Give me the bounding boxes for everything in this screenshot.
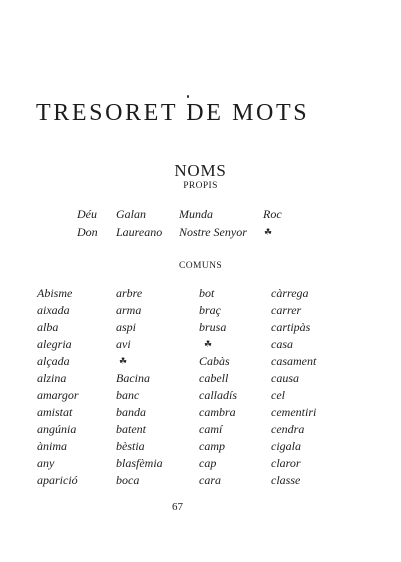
word: Roc <box>263 207 282 221</box>
word: cambra <box>199 405 236 419</box>
word: cartipàs <box>271 320 311 334</box>
word: casament <box>271 354 317 368</box>
word: cabell <box>199 371 229 385</box>
word: Laureano <box>116 225 163 239</box>
word: cap <box>199 456 217 470</box>
word: cendra <box>271 422 305 436</box>
word: cigala <box>271 439 301 453</box>
word: blasfèmia <box>116 456 163 470</box>
word: bèstia <box>116 439 145 453</box>
word: Nostre Senyor <box>179 225 247 239</box>
ink-speck <box>187 95 189 98</box>
word: aparició <box>37 473 78 487</box>
word: Bacina <box>116 371 150 385</box>
word: aixada <box>37 303 70 317</box>
ornament-icon: ☘ <box>204 339 213 349</box>
word: amargor <box>37 388 79 402</box>
word: classe <box>271 473 301 487</box>
word: Déu <box>77 207 97 221</box>
word: càrrega <box>271 286 309 300</box>
word: Munda <box>179 207 213 221</box>
word: alzina <box>37 371 67 385</box>
word: causa <box>271 371 299 385</box>
word: cel <box>271 388 285 402</box>
word: Cabàs <box>199 354 230 368</box>
ornament-icon: ☘ <box>119 356 128 366</box>
word: bot <box>199 286 215 300</box>
word: angúnia <box>37 422 77 436</box>
word: camp <box>199 439 225 453</box>
word: brusa <box>199 320 227 334</box>
word: braç <box>199 303 221 317</box>
word: carrer <box>271 303 302 317</box>
word: Abisme <box>37 286 73 300</box>
word: batent <box>116 422 146 436</box>
subheading-comuns: COMUNS <box>178 261 223 271</box>
word: arma <box>116 303 142 317</box>
word: amistat <box>37 405 73 419</box>
page-number: 67 <box>172 501 183 513</box>
word: arbre <box>116 286 143 300</box>
ornament-icon: ☘ <box>264 227 273 237</box>
word: Galan <box>116 207 146 221</box>
word: boca <box>116 473 140 487</box>
word: claror <box>271 456 301 470</box>
subheading-propis: PROPIS <box>183 181 218 191</box>
word: camí <box>199 422 223 436</box>
section-heading-noms: NOMS <box>174 161 227 180</box>
page-title: TRESORET DE MOTS <box>36 100 310 126</box>
word: any <box>37 456 55 470</box>
word: avi <box>116 337 131 351</box>
word: alçada <box>37 354 70 368</box>
word: alegria <box>37 337 72 351</box>
word: aspi <box>116 320 137 334</box>
word: casa <box>271 337 293 351</box>
word: calladís <box>199 388 237 402</box>
word: Don <box>77 225 98 239</box>
word: ànima <box>37 439 67 453</box>
word: banc <box>116 388 140 402</box>
word: cementiri <box>271 405 317 419</box>
word: cara <box>199 473 221 487</box>
word: alba <box>37 320 59 334</box>
word: banda <box>116 405 146 419</box>
